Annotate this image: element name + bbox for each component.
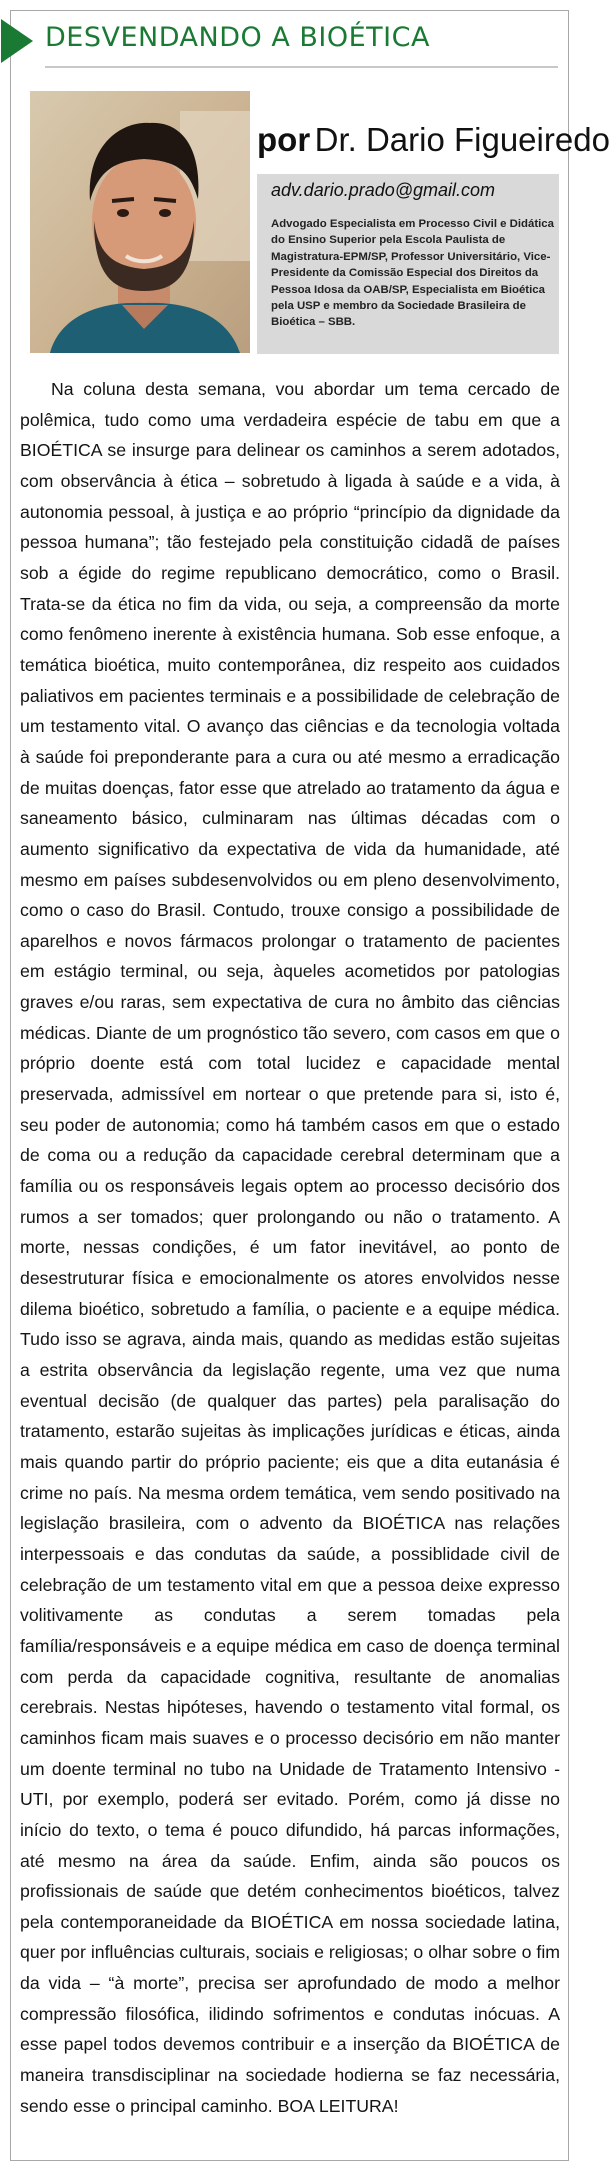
triangle-marker-icon (1, 19, 33, 63)
section-header (11, 17, 568, 61)
article-body: Na coluna desta semana, vou abordar um tema cercado de polêmica, tudo como uma verdadeira espécie de tabu em que a BIOÉTICA se insurge para delinear os caminhos a serem adotados, com observância à ética – sobretudo à ligada à saúde e a vida, à autonomia pessoal, à justiça e ao próprio “princípio da dignidade da pessoa humana”; tão festejado pela constituição cidadã de países sob a égide do regime republicano democrático, como o Brasil. Trata-se da ética no fim da vida, ou seja, a compreensão da morte como fenômeno inerente à existência humana. Sob esse enfoque, a temática bioética, muito contemporânea, diz respeito aos cuidados paliativos em pacientes terminais e a possibilidade de celebração de um testamento vital. O avanço das ciências e da tecnologia voltada à saúde foi preponderante para a cura ou até mesmo a erradicação de muitas doenças, fator esse que atrelado ao tratamento da água e saneamento básico, culminaram nas últimas décadas com o aumento significativo da expectativa de vida da humanidade, até mesmo em países subdesenvolvidos ou em pleno desenvolvimento, como o caso do Brasil. Contudo, trouxe consigo a possibilidade de aparelhos e novos fármacos prolongar o tratamento de pacientes em estágio terminal, ou seja, àqueles acometidos por patologias graves e/ou raras, sem expectativa de cura no âmbito das ciências médicas. Diante de um prognóstico tão severo, com casos em que o próprio doente está com total lucidez e capacidade mental preservada, admissível em nortear o que pretende para si, isto é, seu poder de autonomia; como há também casos em que o estado de coma ou a redução da capacidade cerebral determinam que a família ou os responsáveis legais optem ao processo decisório dos rumos a ser tomados; quer prolongando ou não o tratamento. A morte, nessas condições, é um fator inevitável, ao ponto de desestruturar física e emocionalmente os atores envolvidos nesse dilema bioético, sobretudo a família, o paciente e a equipe médica. Tudo isso se agrava, ainda mais, quando as medidas estão sujeitas a estrita observância da legislação regente, uma vez que numa eventual decisão (de qualquer das partes) pela paralisação do tratamento, estarão sujeitas às implicações jurídicas e éticas, ainda mais quando partir do próprio paciente; eis que a dita eutanásia é crime no país. Na mesma ordem temática, vem sendo positivado na legislação brasileira, com o advento da BIOÉTICA nas relações interpessoais e das condutas da saúde, a possiblidade civil de celebração de um testamento vital em que a pessoa deixe expresso volitivamente as condutas a serem tomadas pela família/responsáveis e a equipe médica em caso de doença terminal com perda da capacidade cognitiva, resultante de anomalias cerebrais. Nestas hipóteses, havendo o testamento vital formal, os caminhos ficam mais suaves e o processo decisório em não manter um doente terminal no tubo na Unidade de Tratamento Intensivo - UTI, por exemplo, poderá ser evitado. Porém, como já disse no início do texto, o tema é pouco difundido, há parcas informações, até mesmo na área da saúde. Enfim, ainda são poucos os profissionais de saúde que detém conhecimentos bioéticos, talvez pela contemporaneidade da BIOÉTICA em nossa sociedade latina, quer por influências culturais, sociais e religiosas; o olhar sobre o fim da vida – “à morte”, precisa ser aprofundado de modo a melhor compressão filosófica, ilidindo sofrimentos e condutas inócuas. A esse papel todos devemos contribuir e a inserção da BIOÉTICA de maneira transdisciplinar na sociedade hodierna se faz necessária, sendo esse o principal caminho. BOA LEITURA! (20, 379, 560, 2116)
article-page (10, 10, 610, 2161)
author-bio: Advogado Especialista em Processo Civil e Didática do Ensino Superior pela Escola Paulista de Magistratura-EPM/SP, Professor Universitário, Vice-Presidente da Comissão Especial dos Direitos da Pessoa Idosa da OAB/SP, Especialista em Bioética pela USP e membro da Sociedade Brasileira de Bioética – SBB. (271, 218, 554, 329)
author-byline (257, 121, 610, 159)
byline-prefix: por (257, 121, 311, 158)
section-title: DESVENDANDO A BIOÉTICA (45, 22, 430, 53)
author-name: Dr. Dario Figueiredo (314, 121, 610, 158)
author-portrait-icon (30, 91, 250, 353)
author-photo (30, 91, 250, 353)
author-email: adv.dario.prado@gmail.com (271, 180, 496, 200)
author-bio-box (257, 174, 559, 354)
header-divider (45, 66, 558, 68)
